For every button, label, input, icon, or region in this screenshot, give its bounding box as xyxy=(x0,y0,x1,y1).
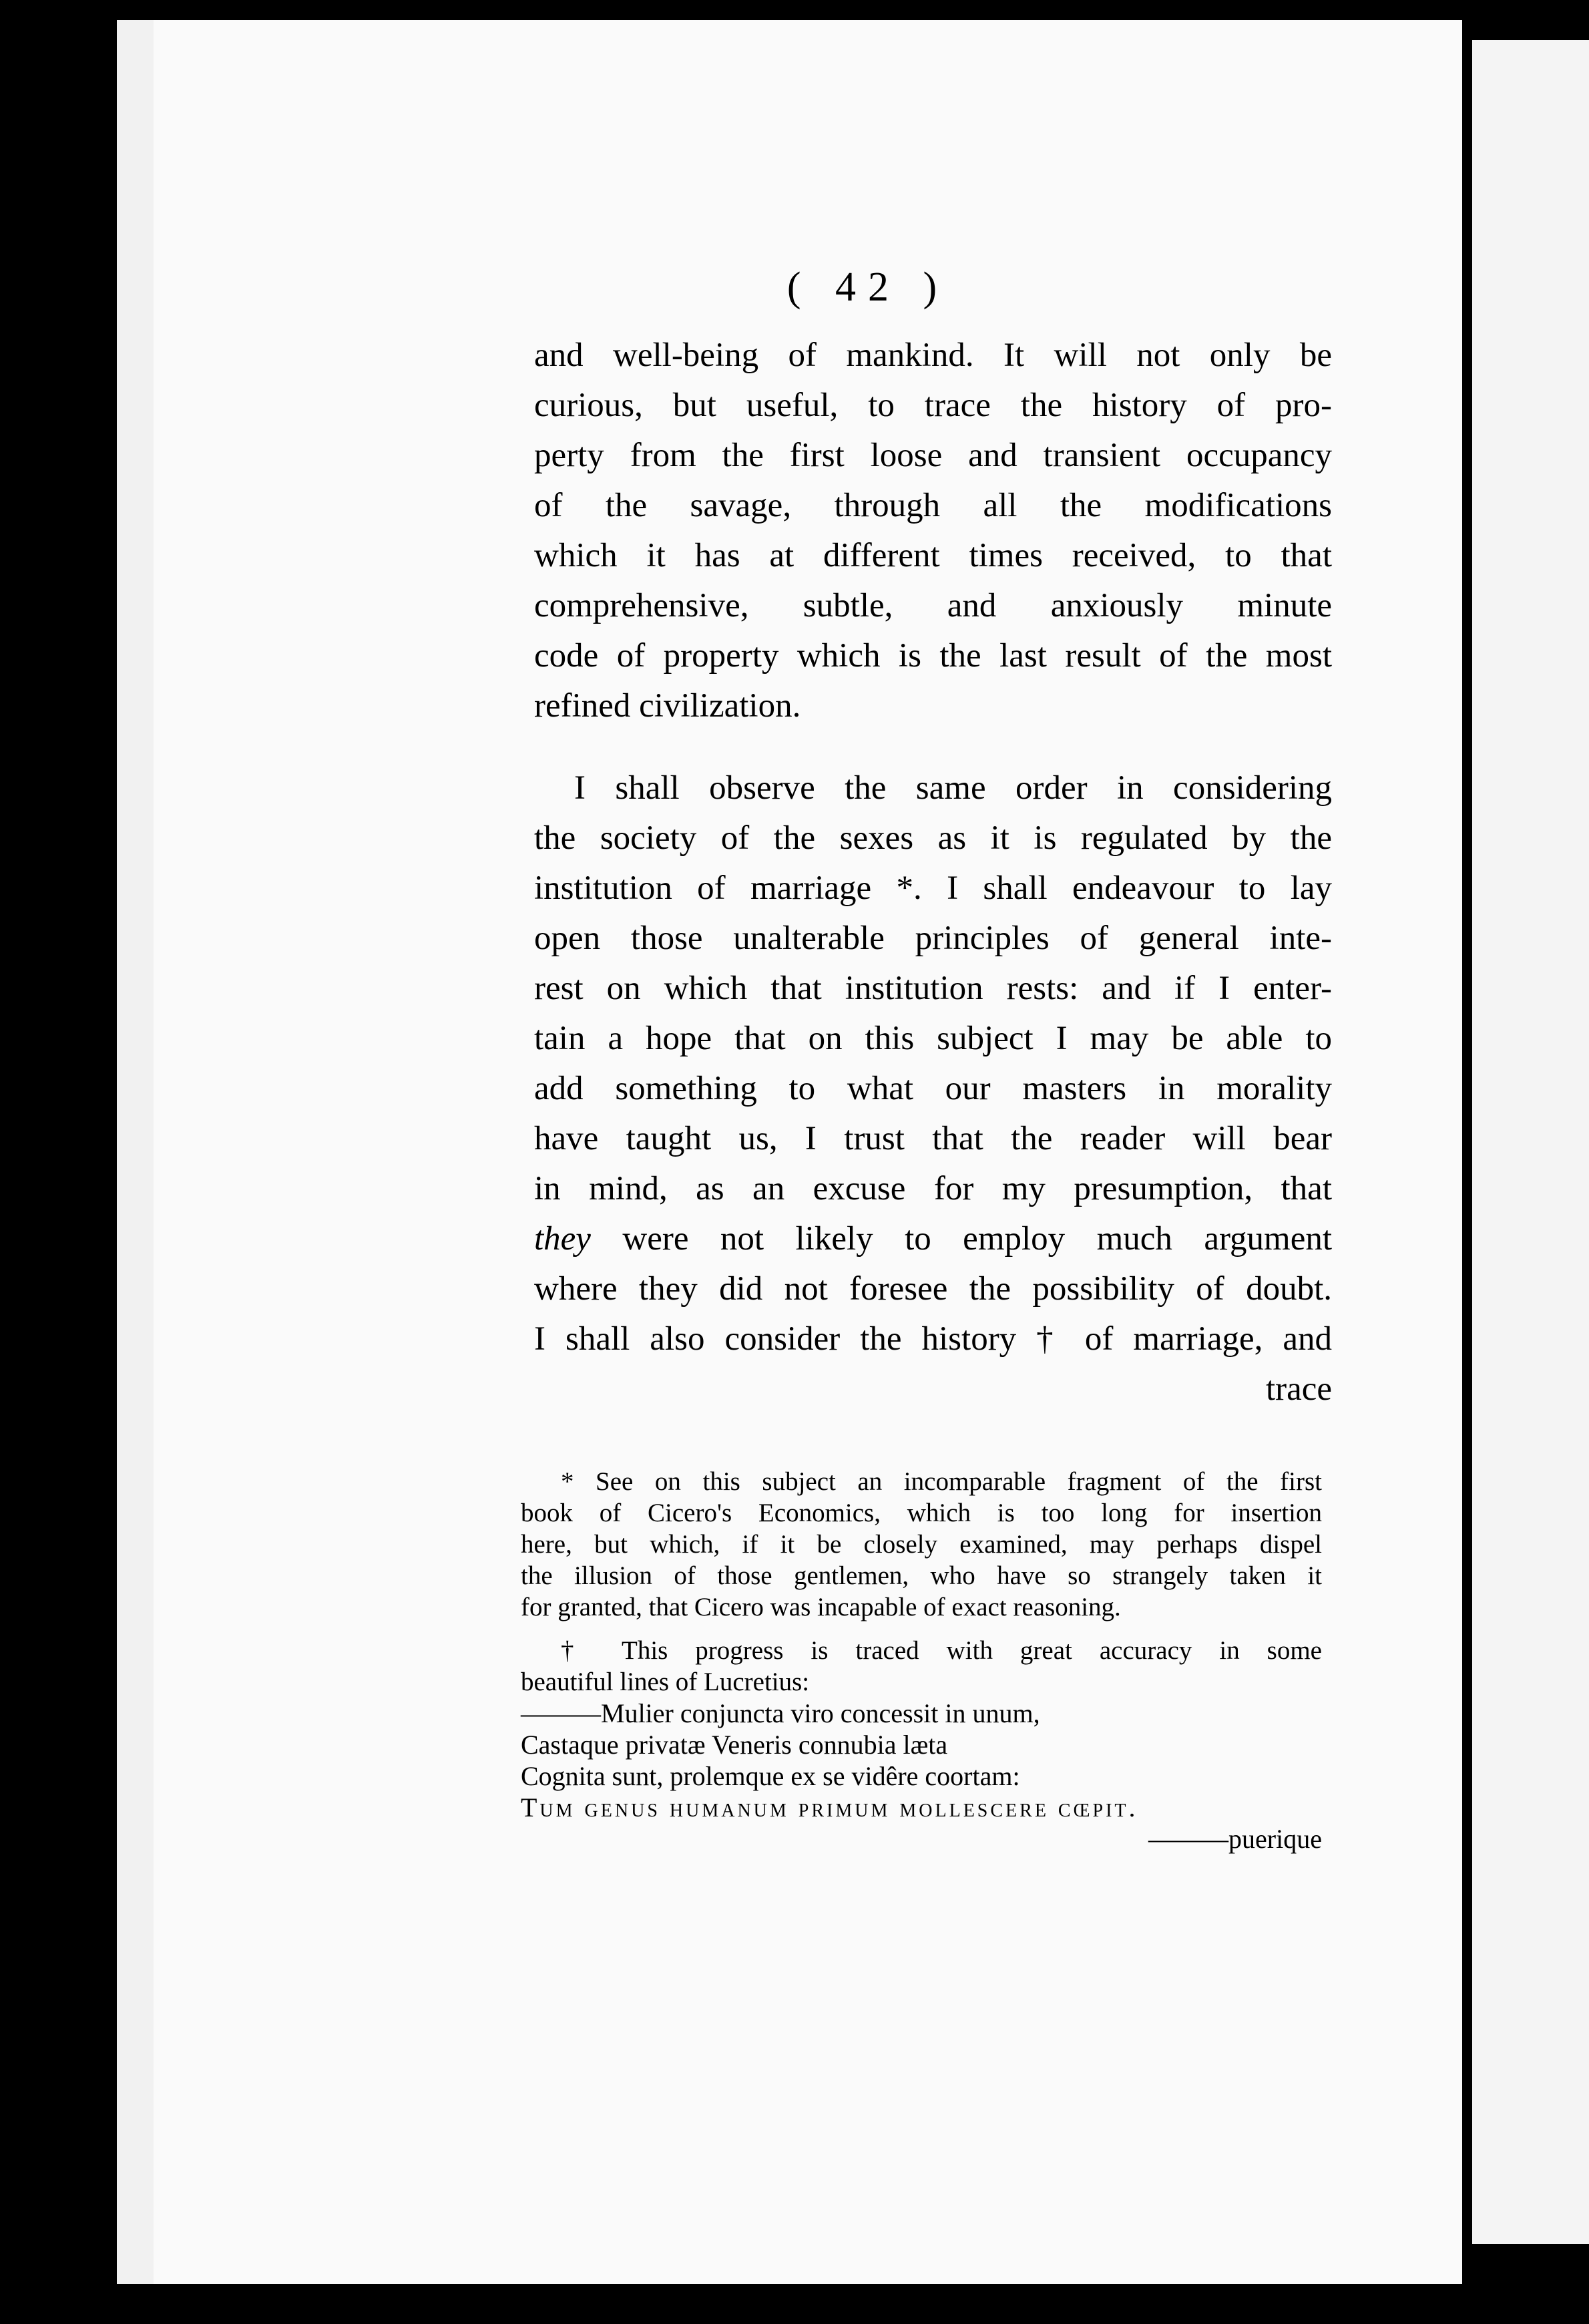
italic-word: they xyxy=(534,1220,591,1257)
footnote-gap xyxy=(521,1623,1322,1635)
verse-line: Castaque privatæ Veneris connubia læta xyxy=(521,1730,948,1760)
footnote-line: book of Cicero's Economics, which is too long for insertion xyxy=(521,1499,1322,1527)
page-number: ( 42 ) xyxy=(786,264,949,310)
footnote-line: for granted, that Cicero was incapable of exact reasoning. xyxy=(521,1593,1121,1621)
body-text xyxy=(534,331,1332,1414)
text-line: in mind, as an excuse for my presumption, that xyxy=(534,1170,1332,1207)
text-line: of the savage, through all the modifications xyxy=(534,487,1332,524)
text-line: rest on which that institution rests: and if I enter- xyxy=(534,970,1332,1007)
verse-line: Tum genus humanum primum mollescere cœpit. xyxy=(521,1792,1138,1822)
text-line: have taught us, I trust that the reader will bear xyxy=(534,1120,1332,1157)
verse-line: Cognita sunt, prolemque ex se vidêre coortam: xyxy=(521,1761,1020,1791)
footnote-line: beautiful lines of Lucretius: xyxy=(521,1668,810,1696)
text-line: comprehensive, subtle, and anxiously minute xyxy=(534,587,1332,624)
text-line: open those unalterable principles of general inte- xyxy=(534,920,1332,957)
text-line: institution of marriage *. I shall endeavour to lay xyxy=(534,869,1332,907)
verse-line: ———Mulier conjuncta viro concessit in unum, xyxy=(521,1698,1040,1728)
text-line: I shall also consider the history † of marriage, and xyxy=(534,1320,1332,1358)
facing-page-edge xyxy=(1472,40,1589,2244)
footnote-line: † This progress is traced with great accuracy in some xyxy=(561,1636,1322,1665)
paragraph-gap xyxy=(534,731,1332,763)
verse-catchword: ———puerique xyxy=(1148,1824,1322,1854)
footnote-line: the illusion of those gentlemen, who have so strangely taken it xyxy=(521,1561,1322,1590)
text-line: tain a hope that on this subject I may be able to xyxy=(534,1020,1332,1057)
footnote-line: * See on this subject an incomparable fragment of the first xyxy=(561,1467,1322,1496)
text-line: the society of the sexes as it is regulated by the xyxy=(534,819,1332,857)
text-line: add something to what our masters in morality xyxy=(534,1070,1332,1107)
text-line: code of property which is the last result of the most xyxy=(534,637,1332,674)
footnotes xyxy=(521,1466,1322,1855)
footnote-line: here, but which, if it be closely examined, may perhaps dispel xyxy=(521,1530,1322,1559)
text-line: where they did not foresee the possibility of doubt. xyxy=(534,1270,1332,1308)
text-line: I shall observe the same order in considering xyxy=(574,769,1332,807)
text-line: refined civilization. xyxy=(534,687,801,725)
text-line: which it has at different times received, to that xyxy=(534,537,1332,574)
text-line: perty from the first loose and transient occupancy xyxy=(534,437,1332,474)
text-line: and well-being of mankind. It will not only be xyxy=(534,337,1332,374)
text-line-rest: were not likely to employ much argument xyxy=(622,1220,1332,1257)
text-line: curious, but useful, to trace the history of pro- xyxy=(534,387,1332,424)
catchword: trace xyxy=(1265,1370,1332,1408)
text-line-italic-lead xyxy=(534,1214,1332,1264)
